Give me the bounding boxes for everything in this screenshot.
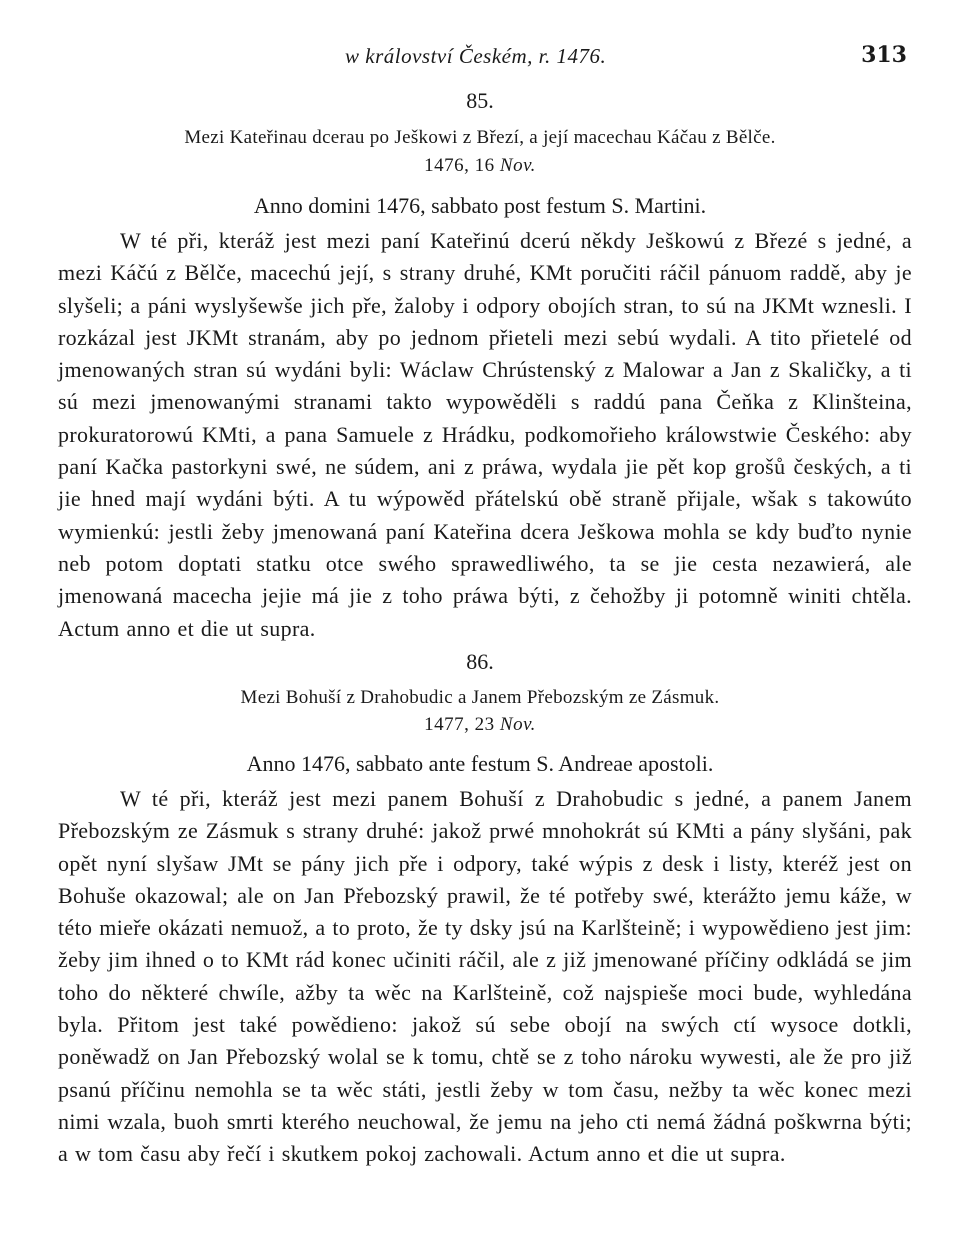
section-date-month: Nov. [499, 155, 536, 176]
page-number: 313 [861, 42, 907, 68]
running-head [0, 44, 960, 74]
section-date-month: Nov. [499, 714, 536, 735]
section-heading: Mezi Bohuší z Drahobudic a Janem Přebozským ze Zásmuk. [240, 687, 720, 708]
section-date-year-day: 1476, 16 [424, 155, 495, 176]
running-title: w království Českém, r. 1476. [345, 44, 607, 68]
section-date [0, 714, 960, 736]
section-number: 86. [466, 649, 494, 674]
section-opening: Anno domini 1476, sabbato post festum S. Martini. [253, 193, 707, 218]
section-body: W té při, kteráž jest mezi paní Kateřinú dcerú někdy Ješkowú z Březé s jedné, a mezi Káčú z Bělče, macechú její, s strany druhé, KMt poručiti ráčil pánuom raddě, aby je slyšeli; a páni wyslyšewše jich pře, žaloby i odpory obojích stran, to sú na JKMt wznesli. I rozkázal jest JKMt stranám, aby po jednom přieteli mezi sebú wydali. A tito přietelé od jmenowaných stran sú wydáni byli: Wáclaw Chrústenský z Malowar a Jan z Skaličky, a ti sú mezi jmenowanými stranami takto wypowěděli s raddú pana Čeňka z Klinšteina, prokuratorowú KMti, a pana Samuele z Hrádku, podkomořieho králowstwie Českého: aby paní Kačka pastorkyni swé, ne súdem, ani z práwa, wydala jie pět kop grošů českých, a ti jie hned mají wydáni býti. A tu wýpowěd přátelskú obě straně přijale, wšak s takowúto wymienkú: jestli žeby jmenowaná paní Kateřina dcera Ješkowa mohla se kdy buďto nynie neb potom doptati statku otce swého sprawedliwého, ta se jie cesta nezawierá, ale jmenowaná macecha jejie má jie z toho práwa býti, z čehožby ji potomně winiti chtěla. Actum anno et die ut supra. [58, 228, 912, 641]
section-body: W té při, kteráž jest mezi panem Bohuší z Drahobudic s jedné, a panem Janem Přebozským ze Zásmuk s strany druhé: jakož prwé mnohokrát sú KMti a pány slyšáni, pak opět nyní slyšaw JMt se pány jich pře i odpory, také wýpis z desk i listy, kteréž jest on Bohuše okazowal; ale on Jan Přebozský prawil, že té potřeby swé, kterážto jemu káže, w této mieře okázati nemuož, a to proto, že ty dsky jsú na Karlšteině; i wypowědieno jest jim: žeby jim ihned o to KMt rád konec učiniti ráčil, ale z již jmenowané příčiny odkládá se jim toho do některé chwíle, ažby ta wěc na Karlšteině, což najspieše moci bude, wyhledána byla. Přitom jest také powědieno: jakož sú sebe obojí na swých ctí wysoce dotkli, poněwadž on Jan Přebozský wolal se k tomu, chtě se z toho nároku wywesti, ale že pro již psanú příčinu nemohla se ta wěc státi, jestli žeby w tom času, nežby ta wěc konec mezi nimi wzala, buoh smrti kterého neuchowal, že jemu na jeho cti nemá žádná poškwrna býti; a w tom času aby řečí i skutkem pokoj zachowali. Actum anno et die ut supra. [58, 786, 912, 1167]
section-date [0, 155, 960, 177]
section-heading: Mezi Kateřinau dcerau po Ješkowi z Březí, a její macechau Káčau z Bělče. [184, 127, 776, 148]
section-number: 85. [466, 88, 494, 113]
section-date-year-day: 1477, 23 [424, 714, 495, 735]
section-opening: Anno 1476, sabbato ante festum S. Andreae apostoli. [246, 751, 714, 776]
